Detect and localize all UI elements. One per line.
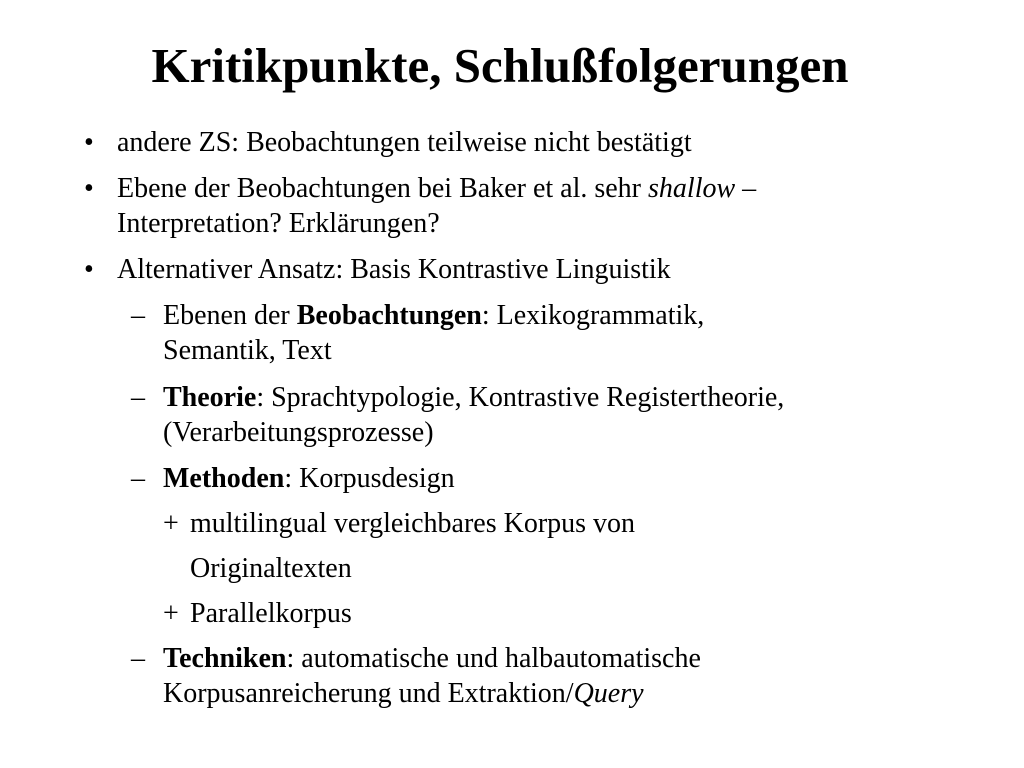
plus-marker: + [163, 598, 179, 629]
bullet-item-3-line-1: Alternativer Ansatz: Basis Kontrastive Linguistik [117, 254, 671, 285]
subitem-2-line-1: Theorie: Sprachtypologie, Kontrastive Registertheorie, [163, 382, 785, 413]
plus-item-1-line-2: Originaltexten [190, 553, 352, 584]
subitem-4-line-2: Korpusanreicherung und Extraktion/Query [163, 678, 644, 709]
bullet-marker: • [84, 173, 94, 204]
subitem-2-line-2: (Verarbeitungsprozesse) [163, 417, 434, 448]
subitem-3-line-1: Methoden: Korpusdesign [163, 463, 455, 494]
dash-marker: – [131, 300, 145, 331]
plus-item-2-line-1: Parallelkorpus [190, 598, 352, 629]
bullet-item-2-line-1: Ebene der Beobachtungen bei Baker et al. sehr shallow – [117, 173, 757, 204]
dash-marker: – [131, 382, 145, 413]
subitem-4-line-1: Techniken: automatische und halbautomatische [163, 643, 701, 674]
bullet-marker: • [84, 127, 94, 158]
dash-marker: – [131, 463, 145, 494]
bullet-item-1-line-1: andere ZS: Beobachtungen teilweise nicht bestätigt [117, 127, 692, 158]
plus-marker: + [163, 508, 179, 539]
dash-marker: – [131, 643, 145, 674]
bullet-item-2-line-2: Interpretation? Erklärungen? [117, 208, 440, 239]
subitem-1-line-2: Semantik, Text [163, 335, 332, 366]
bullet-marker: • [84, 254, 94, 285]
subitem-1-line-1: Ebenen der Beobachtungen: Lexikogrammatik, [163, 300, 705, 331]
slide-title: Kritikpunkte, Schlußfolgerungen [151, 38, 849, 93]
plus-item-1-line-1: multilingual vergleichbares Korpus von [190, 508, 636, 539]
